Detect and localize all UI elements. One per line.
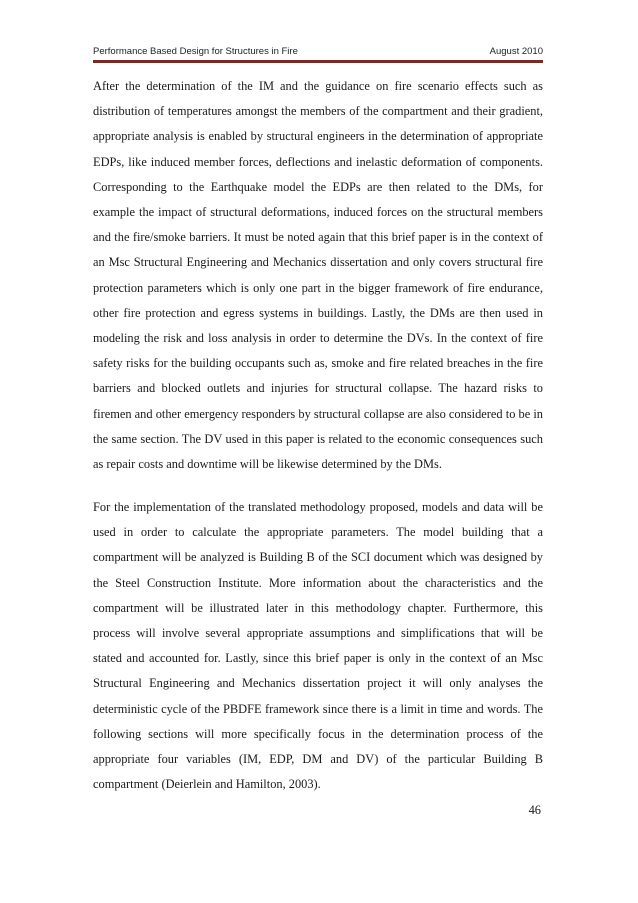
paragraph: For the implementation of the translated methodology proposed, models and data will be used in order to calculate the appropriate parameters. The model building that a compartment will be analyzed is Building B of the SCI document which was designed by the Steel Construction Institute. More information about the characteristics and the compartment will be illustrated later in this methodology chapter. Furthermore, this process will involve several appropriate assumptions and simplifications that will be stated and accounted for. Lastly, since this brief paper is only in the context of an Msc Structural Engineering and Mechanics dissertation project it will only analyses the deterministic cycle of the PBDFE framework since there is a limit in time and words. The following sections will more specifically focus in the determination process of the appropriate four variables (IM, EDP, DM and DV) of the particular Building B compartment (Deierlein and Hamilton, 2003). xyxy=(93,500,543,792)
header-title: Performance Based Design for Structures in Fire xyxy=(93,46,298,57)
page-number: 46 xyxy=(528,803,541,817)
header-date: August 2010 xyxy=(489,46,543,57)
paragraph: After the determination of the IM and the guidance on fire scenario effects such as distribution of temperatures amongst the members of the compartment and their gradient, appropriate analysis is enabled by structural engineers in the determination of appropriate EDPs, like induced member forces, deflections and inelastic deformation of components. Corresponding to the Earthquake model the EDPs are then related to the DMs, for example the impact of structural deformations, induced forces on the structural members and the fire/smoke barriers. It must be noted again that this brief paper is in the context of an Msc Structural Engineering and Mechanics dissertation and only covers structural fire protection parameters which is only one part in the bigger framework of fire endurance, other fire protection and egress systems in buildings. Lastly, the DMs are then used in modeling the risk and loss analysis in order to determine the DVs. In the context of fire safety risks for the building occupants such as, smoke and fire related breaches in the fire barriers and blocked outlets and injuries for structural collapse. The hazard risks to firemen and other emergency responders by structural collapse are also considered to be in the same section. The DV used in this paper is related to the economic consequences such as repair costs and downtime will be likewise determined by the DMs. xyxy=(93,79,543,472)
page-header xyxy=(93,42,543,60)
header-rule xyxy=(93,60,543,63)
